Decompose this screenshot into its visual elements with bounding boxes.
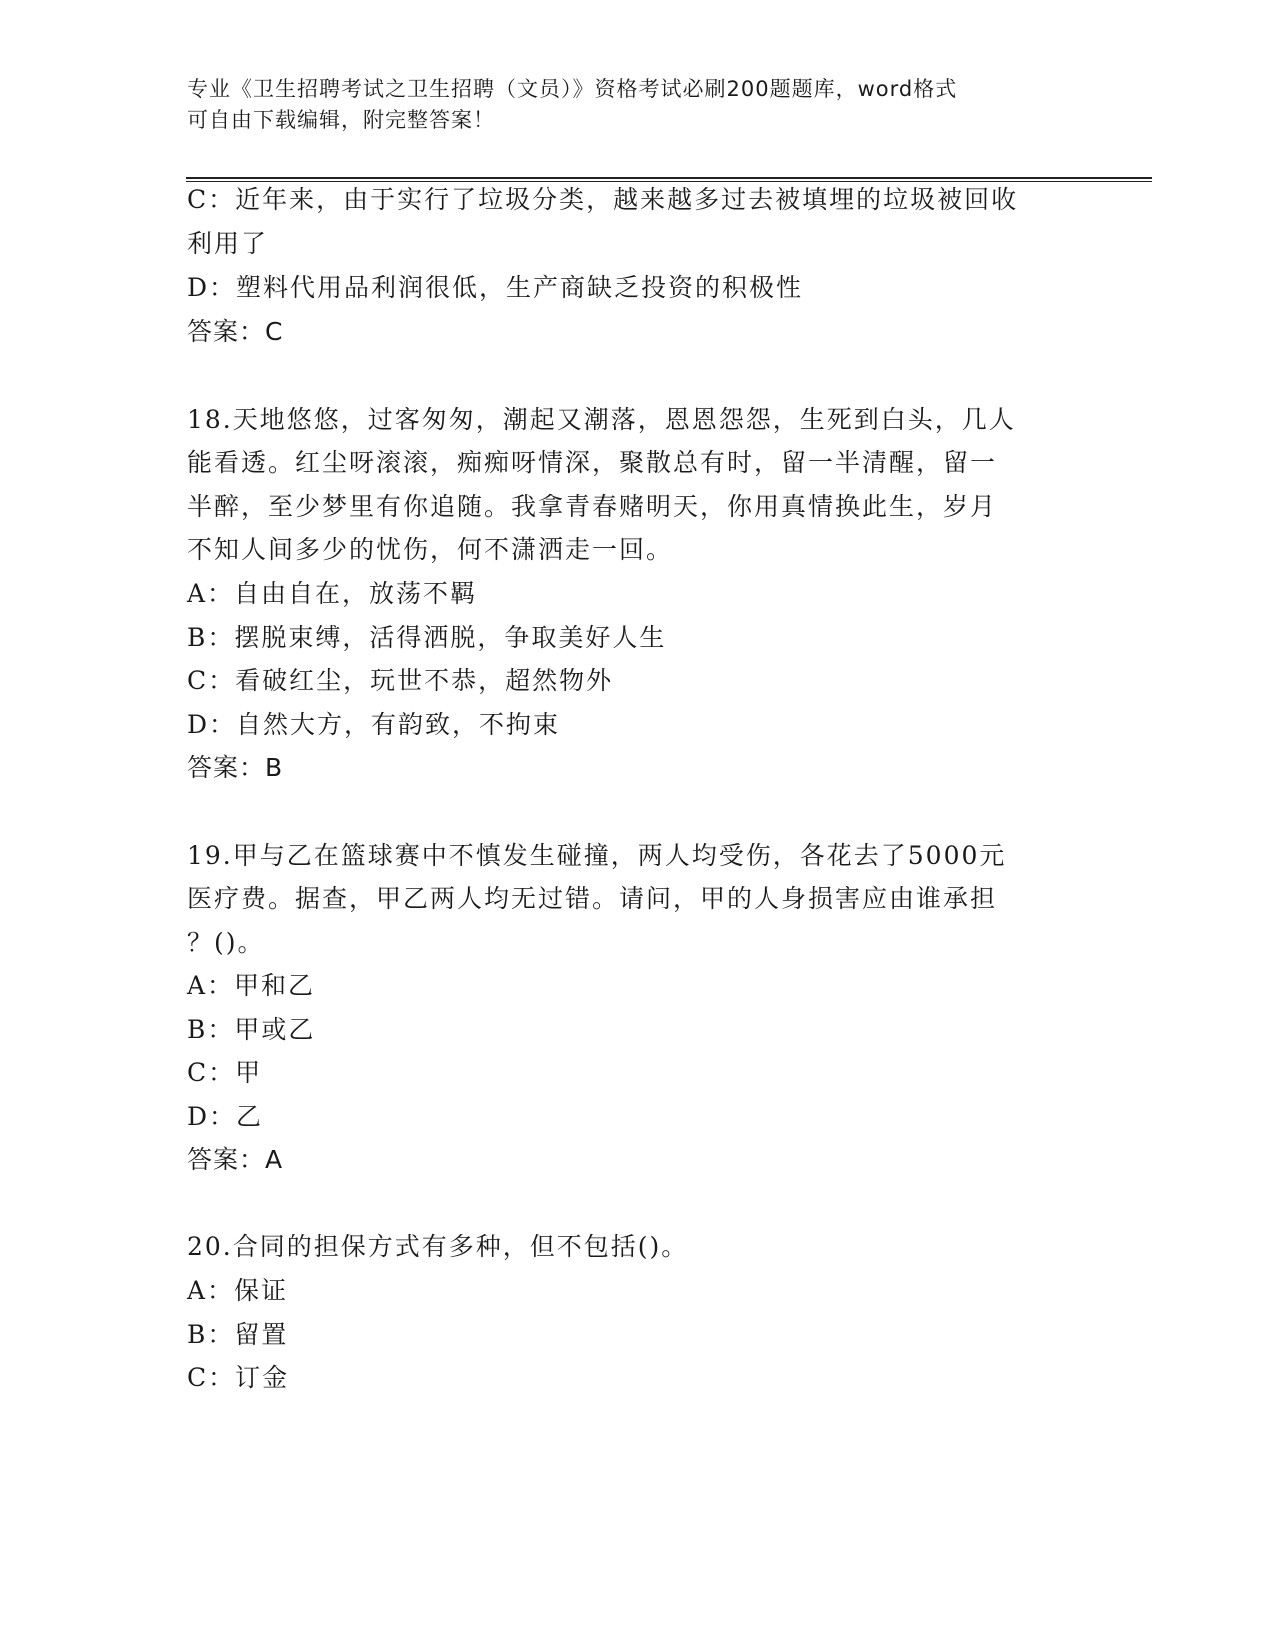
q18-option-b: B：摆脱束缚，活得洒脱，争取美好人生 xyxy=(187,623,667,652)
q18-option-c: C：看破红尘，玩世不恭，超然物外 xyxy=(187,666,614,695)
q19-option-b: B：甲或乙 xyxy=(187,1015,316,1044)
q20-option-c: C：订金 xyxy=(187,1363,290,1392)
q19-option-d: D：乙 xyxy=(187,1102,264,1131)
q19-answer: 答案：A xyxy=(187,1145,284,1174)
header-title-line-1: 专业《卫生招聘考试之卫生招聘（文员）》资格考试必刷200题题库，word格式 xyxy=(187,77,958,101)
q18-stem-line-2: 能看透。红尘呀滚滚，痴痴呀情深，聚散总有时，留一半清醒，留一 xyxy=(187,448,998,477)
q18-stem-line-4: 不知人间多少的忧伤，何不潇洒走一回。 xyxy=(187,535,674,564)
q20-option-a: A：保证 xyxy=(187,1276,289,1305)
q20-option-b: B：留置 xyxy=(187,1320,289,1349)
q18-answer: 答案：B xyxy=(187,753,284,782)
q17-answer: 答案：C xyxy=(187,317,284,346)
q18-stem-line-1: 18.天地悠悠，过客匆匆，潮起又潮落，恩恩怨怨，生死到白头，几人 xyxy=(187,405,1016,434)
q17-option-c-line-2: 利用了 xyxy=(187,229,269,258)
q19-option-c: C：甲 xyxy=(187,1058,263,1087)
q19-option-a: A：甲和乙 xyxy=(187,971,316,1000)
q18-option-d: D：自然大方，有韵致，不拘束 xyxy=(187,710,561,739)
q20-stem-line-1: 20.合同的担保方式有多种，但不包括()。 xyxy=(187,1232,689,1261)
document-header xyxy=(187,74,1067,136)
q19-stem-line-2: 医疗费。据查，甲乙两人均无过错。请问，甲的人身损害应由谁承担 xyxy=(187,884,998,913)
header-title-line-2: 可自由下载编辑，附完整答案！ xyxy=(187,108,495,132)
q18-option-a: A：自由自在，放荡不羁 xyxy=(187,579,478,608)
q18-stem-line-3: 半醉，至少梦里有你追随。我拿青春赌明天，你用真情换此生，岁月 xyxy=(187,492,998,521)
q17-option-c-line-1: C：近年来，由于实行了垃圾分类，越来越多过去被填埋的垃圾被回收 xyxy=(187,185,1019,214)
q19-stem-line-1: 19.甲与乙在篮球赛中不慎发生碰撞，两人均受伤，各花去了5000元 xyxy=(187,841,1007,870)
q19-stem-line-3: ？()。 xyxy=(187,928,265,957)
q17-option-d: D：塑料代用品利润很低，生产商缺乏投资的积极性 xyxy=(187,273,804,302)
